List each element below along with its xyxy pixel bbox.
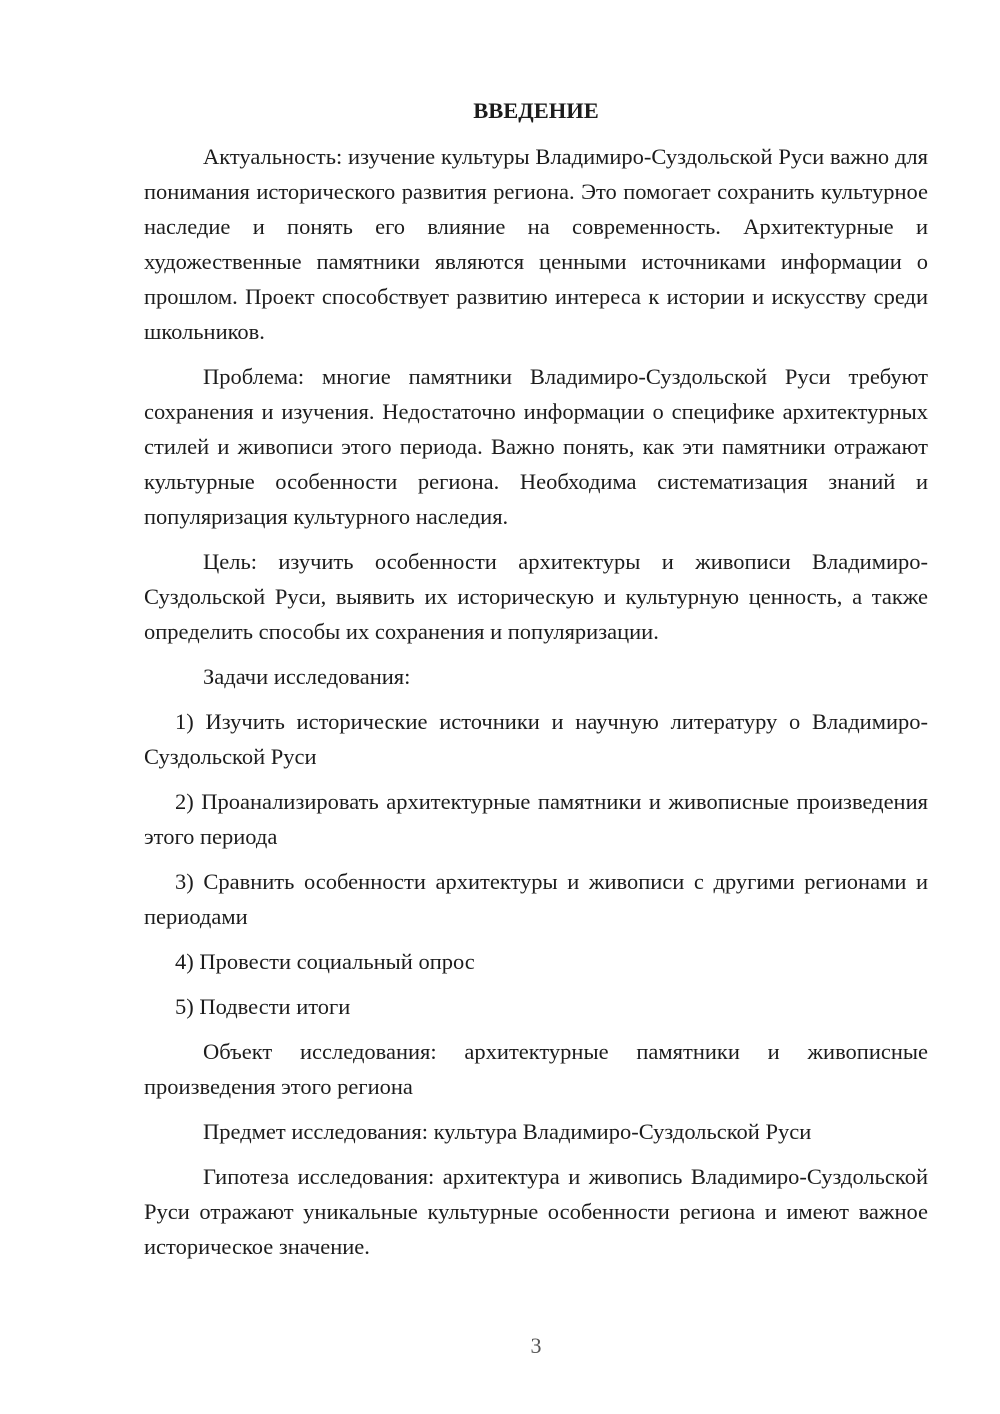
object-paragraph: Объект исследования: архитектурные памятники и живописные произведения этого региона bbox=[144, 1039, 928, 1099]
page-number: 3 bbox=[530, 1333, 542, 1358]
page-title: ВВЕДЕНИЕ bbox=[473, 98, 599, 123]
tasks-heading: Задачи исследования: bbox=[203, 664, 411, 689]
task-item-3: 3) Сравнить особенности архитектуры и живописи с другими регионами и периодами bbox=[144, 869, 928, 929]
goal-paragraph: Цель: изучить особенности архитектуры и живописи Владимиро-Суздольской Руси, выявить их историческую и культурную ценность, а также определить способы их сохранения и популяризации. bbox=[144, 549, 928, 644]
task-item-4: 4) Провести социальный опрос bbox=[175, 949, 475, 974]
problem-paragraph: Проблема: многие памятники Владимиро-Суздольской Руси требуют сохранения и изучения. Недостаточно информации о специфике архитектурных стилей и живописи этого периода. Важно понять, как эти памятники отражают культурные особенности региона. Необходима систематизация знаний и популяризация культурного наследия. bbox=[144, 364, 928, 529]
task-item-5: 5) Подвести итоги bbox=[175, 994, 351, 1019]
relevance-paragraph: Актуальность: изучение культуры Владимиро-Суздольской Руси важно для понимания исторического развития региона. Это помогает сохранить культурное наследие и понять его влияние на современность. Архитектурные и художественные памятники являются ценными источниками информации о прошлом. Проект способствует развитию интереса к истории и искусству среди школьников. bbox=[144, 144, 928, 344]
page-content bbox=[144, 93, 928, 1274]
task-item-1: 1) Изучить исторические источники и научную литературу о Владимиро-Суздольской Руси bbox=[144, 709, 928, 769]
task-item-2: 2) Проанализировать архитектурные памятники и живописные произведения этого периода bbox=[144, 789, 928, 849]
hypothesis-paragraph: Гипотеза исследования: архитектура и живопись Владимиро-Суздольской Руси отражают уникальные культурные особенности региона и имеют важное историческое значение. bbox=[144, 1164, 928, 1259]
subject-paragraph: Предмет исследования: культура Владимиро-Суздольской Руси bbox=[203, 1119, 812, 1144]
